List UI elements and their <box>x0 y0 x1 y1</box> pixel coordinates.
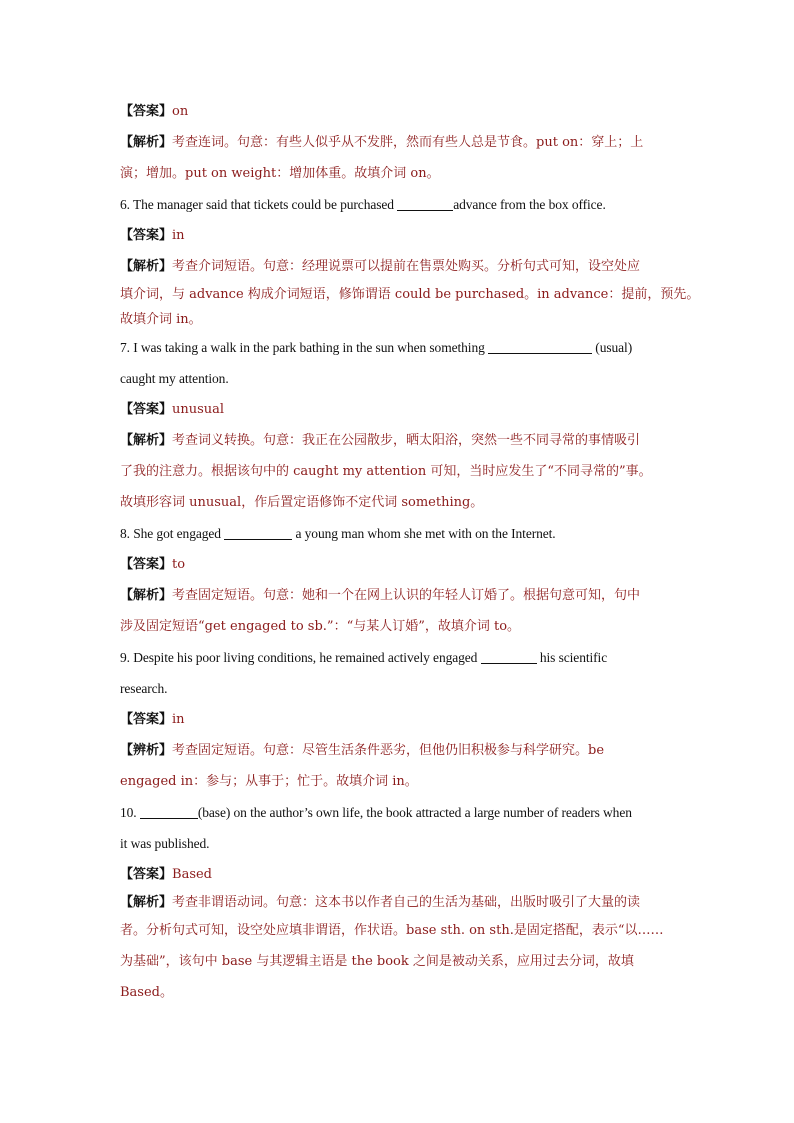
answer-blank <box>488 341 592 354</box>
question-text: (usual) <box>592 340 633 355</box>
answer-label: 【答案】 <box>120 104 173 119</box>
answer-text: to <box>172 557 186 572</box>
analysis-text: 考查非谓语动词。句意：这本书以作者自己的生活为基础，出版时吸引了大量的读 <box>172 895 641 910</box>
analysis-text: 考查连词。句意：有些人似乎从不发胖，然而有些人总是节食。put on：穿上；上 <box>172 135 644 150</box>
analysis-label: 【解析】 <box>120 588 173 603</box>
answer-label: 【答案】 <box>120 867 173 882</box>
q7-analysis-cont <box>120 487 680 518</box>
question-10-cont <box>120 828 680 859</box>
analysis-label: 【解析】 <box>120 433 173 448</box>
question-9-cont <box>120 673 680 704</box>
question-text: 7. I was taking a walk in the park bathing in the sun when something <box>120 340 489 355</box>
analysis-text: Based。 <box>120 985 173 1000</box>
answer-blank <box>140 806 198 819</box>
q7-answer <box>120 394 680 425</box>
question-text: research. <box>120 681 168 696</box>
analysis-text: 考查词义转换。句意：我正在公园散步，晒太阳浴，突然一些不同寻常的事情吸引 <box>172 433 641 448</box>
analysis-text: 考查介词短语。句意：经理说票可以提前在售票处购买。分析句式可知，设空处应 <box>172 259 641 274</box>
answer-label: 【答案】 <box>120 228 173 243</box>
question-8 <box>120 518 680 549</box>
analysis-text: 填介词，与 advance 构成介词短语，修饰谓语 could be purchased。in advance：提前，预先。 <box>120 287 700 302</box>
question-text: 9. Despite his poor living conditions, he remained actively engaged <box>120 650 481 665</box>
question-7-cont <box>120 363 680 394</box>
question-text: his scientific <box>536 650 608 665</box>
analysis-text: 考查固定短语。句意：她和一个在网上认识的年轻人订婚了。根据句意可知，句中 <box>172 588 641 603</box>
q7-analysis-cont <box>120 456 680 487</box>
q10-analysis <box>120 890 680 915</box>
question-text: 6. The manager said that tickets could be purchased <box>120 197 398 212</box>
question-text: 8. She got engaged <box>120 526 225 541</box>
analysis-text: 故填形容词 unusual，作后置定语修饰不定代词 something。 <box>120 495 484 510</box>
q8-answer <box>120 549 680 580</box>
q10-analysis-cont <box>120 915 680 946</box>
q8-analysis <box>120 580 680 611</box>
analysis-text: 为基础”，该句中 base 与其逻辑主语是 the book 之间是被动关系，应用过去分词，故填 <box>120 954 634 969</box>
q6-analysis <box>120 251 680 282</box>
question-text: advance from the box office. <box>453 197 606 212</box>
analysis-text: 演；增加。put on weight：增加体重。故填介词 on。 <box>120 166 440 181</box>
answer-blank <box>481 651 537 664</box>
analysis-label: 【解析】 <box>120 895 173 910</box>
q5-analysis-cont <box>120 158 680 189</box>
analysis-label: 【解析】 <box>120 259 173 274</box>
question-text: a young man whom she met with on the Internet. <box>292 526 556 541</box>
analysis-text: 涉及固定短语“get engaged to sb.”：“与某人订婚”，故填介词 to。 <box>120 619 521 634</box>
answer-text: unusual <box>172 402 225 417</box>
answer-label: 【答案】 <box>120 557 173 572</box>
q6-analysis-cont <box>120 307 680 332</box>
analysis-text: 考查固定短语。句意：尽管生活条件恶劣，但他仍旧积极参与科学研究。be <box>172 743 605 758</box>
analysis-text: engaged in：参与；从事于；忙于。故填介词 in。 <box>120 774 418 789</box>
question-6 <box>120 189 680 220</box>
q10-answer <box>120 859 680 890</box>
answer-label: 【答案】 <box>120 712 173 727</box>
answer-label: 【答案】 <box>120 402 173 417</box>
answer-text: in <box>172 228 185 243</box>
q5-answer <box>120 96 680 127</box>
q10-analysis-cont <box>120 946 680 977</box>
question-text: 10. <box>120 805 140 820</box>
answer-text: on <box>172 104 189 119</box>
answer-text: Based <box>172 867 213 882</box>
q8-analysis-cont <box>120 611 680 642</box>
document-page <box>120 96 700 1008</box>
q9-answer <box>120 704 680 735</box>
analysis-text: 故填介词 in。 <box>120 312 202 327</box>
question-9 <box>120 642 680 673</box>
question-text: it was published. <box>120 836 210 851</box>
q9-analysis-cont <box>120 766 680 797</box>
q7-analysis <box>120 425 680 456</box>
q6-answer <box>120 220 680 251</box>
question-7 <box>120 332 680 363</box>
answer-blank <box>224 527 292 540</box>
q6-analysis-cont <box>120 282 700 307</box>
analysis-label: 【解析】 <box>120 135 173 150</box>
discrimination-label: 【辨析】 <box>120 743 173 758</box>
question-10 <box>120 797 680 828</box>
q9-analysis <box>120 735 680 766</box>
answer-text: in <box>172 712 185 727</box>
q5-analysis <box>120 127 680 158</box>
q10-analysis-cont <box>120 977 680 1008</box>
question-text: (base) on the author’s own life, the book attracted a large number of readers when <box>197 805 632 820</box>
analysis-text: 者。分析句式可知，设空处应填非谓语，作状语。base sth. on sth.是固定搭配，表示“以…… <box>120 923 664 938</box>
answer-blank <box>397 198 453 211</box>
analysis-text: 了我的注意力。根据该句中的 caught my attention 可知，当时应发生了“不同寻常的”事。 <box>120 464 652 479</box>
question-text: caught my attention. <box>120 371 229 386</box>
